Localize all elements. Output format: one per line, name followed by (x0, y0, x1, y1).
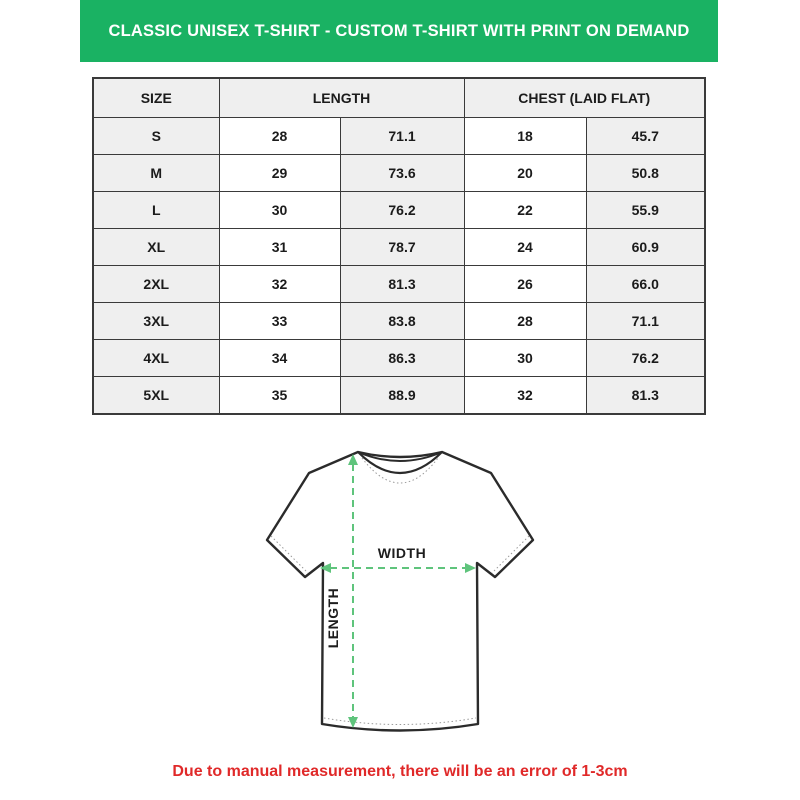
value-cell: 81.3 (586, 377, 705, 415)
value-cell: 73.6 (340, 155, 464, 192)
size-cell: XL (93, 229, 219, 266)
value-cell: 35 (219, 377, 340, 415)
width-label: WIDTH (377, 545, 427, 561)
value-cell: 71.1 (586, 303, 705, 340)
size-cell: 4XL (93, 340, 219, 377)
table-row (93, 118, 705, 155)
header-row (93, 78, 705, 118)
value-cell: 76.2 (340, 192, 464, 229)
size-cell: 3XL (93, 303, 219, 340)
value-cell: 88.9 (340, 377, 464, 415)
header-size: SIZE (93, 78, 219, 118)
tshirt-drawing (250, 440, 550, 750)
table-row (93, 192, 705, 229)
value-cell: 28 (219, 118, 340, 155)
table-row (93, 155, 705, 192)
size-cell: M (93, 155, 219, 192)
size-cell: 5XL (93, 377, 219, 415)
value-cell: 45.7 (586, 118, 705, 155)
header-length: LENGTH (219, 78, 464, 118)
title-banner (80, 0, 718, 62)
value-cell: 22 (464, 192, 586, 229)
value-cell: 30 (464, 340, 586, 377)
value-cell: 83.8 (340, 303, 464, 340)
size-cell: S (93, 118, 219, 155)
value-cell: 76.2 (586, 340, 705, 377)
value-cell: 50.8 (586, 155, 705, 192)
value-cell: 32 (219, 266, 340, 303)
size-chart-table (92, 77, 706, 415)
value-cell: 31 (219, 229, 340, 266)
tshirt-measurement-diagram (250, 440, 550, 750)
table-row (93, 303, 705, 340)
size-cell: L (93, 192, 219, 229)
measurement-error-note: Due to manual measurement, there will be an error of 1-3cm (172, 763, 628, 780)
value-cell: 32 (464, 377, 586, 415)
value-cell: 81.3 (340, 266, 464, 303)
value-cell: 71.1 (340, 118, 464, 155)
value-cell: 29 (219, 155, 340, 192)
size-cell: 2XL (93, 266, 219, 303)
table-row (93, 377, 705, 415)
length-label: LENGTH (325, 587, 341, 649)
header-chest: CHEST (LAID FLAT) (464, 78, 705, 118)
value-cell: 30 (219, 192, 340, 229)
value-cell: 18 (464, 118, 586, 155)
table-row (93, 229, 705, 266)
table-row (93, 266, 705, 303)
tshirt-outline (267, 452, 533, 731)
value-cell: 55.9 (586, 192, 705, 229)
value-cell: 66.0 (586, 266, 705, 303)
value-cell: 86.3 (340, 340, 464, 377)
value-cell: 33 (219, 303, 340, 340)
value-cell: 26 (464, 266, 586, 303)
table-row (93, 340, 705, 377)
value-cell: 20 (464, 155, 586, 192)
value-cell: 24 (464, 229, 586, 266)
value-cell: 60.9 (586, 229, 705, 266)
page-title: CLASSIC UNISEX T-SHIRT - CUSTOM T-SHIRT WITH PRINT ON DEMAND (108, 21, 690, 40)
value-cell: 78.7 (340, 229, 464, 266)
value-cell: 34 (219, 340, 340, 377)
value-cell: 28 (464, 303, 586, 340)
